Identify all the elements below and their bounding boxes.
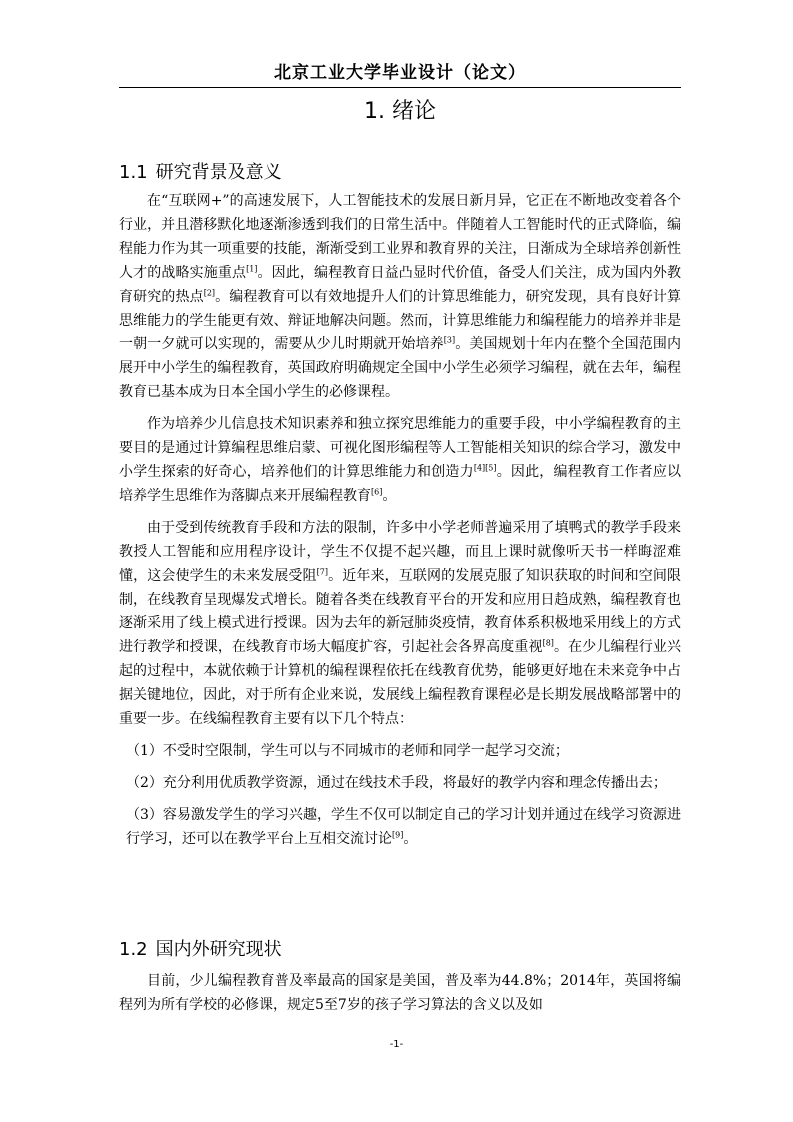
section-heading-1-2 bbox=[119, 935, 282, 961]
text-run: （3）容易激发学生的学习兴趣，学生不仅可以制定自己的学习计划并通过在线学习资源进行学习，还可以在教学平台上互相交流讨论 bbox=[126, 806, 681, 847]
citation: [6] bbox=[371, 487, 383, 497]
chapter-title: 1. 绪论 bbox=[364, 99, 436, 124]
text-run: 。近年来，互联网的发展克服了知识获取的时间和空间限制，在线教育呈现爆发式增长。随着各类在线教育平台的开发和应用日趋成熟，编程教育也逐渐采用了线上模式进行授课。因为去年的新冠肺炎疫情，教育体系积极地采用线上的方式进行教学和授课，在线教育市场大幅度扩容，引起社会各界高度重视 bbox=[119, 567, 681, 656]
section-heading-1-1 bbox=[119, 158, 282, 184]
citation: [8] bbox=[542, 638, 554, 648]
section-number: 1.2 bbox=[119, 939, 148, 960]
text-run: 。编程教育可以有效地提升人们的计算思维能力，研究发现，具有良好计算思维能力的学生能更有效、辩证地解决问题。然而，计算思维能力和编程能力的培养并非是一朝一夕就可以实现的，需要从少儿时期就开始培养 bbox=[119, 288, 682, 353]
list-item-3 bbox=[119, 804, 681, 852]
citation: [3] bbox=[443, 335, 456, 345]
citation: [7] bbox=[316, 566, 329, 576]
text-run: 。在少儿编程行业兴起的过程中，本就依赖于计算机的编程课程依托在线教育优势，能够更好地在未来竞争中占据关键地位，因此，对于所有企业来说，发展线上编程教育课程必是长期发展战略部署中的重要一步。在线编程教育主要有以下几个特点： bbox=[119, 639, 682, 728]
page-number: -1- bbox=[389, 1039, 404, 1050]
text-run: 。因此，编程教育工作者应以培养学生思维作为落脚点来开展编程教育 bbox=[119, 463, 682, 504]
citation: [1] bbox=[246, 264, 258, 274]
running-header: 北京工业大学毕业设计（论文） bbox=[274, 63, 526, 83]
header-rule bbox=[119, 87, 681, 88]
section-1-2-body bbox=[119, 970, 681, 1018]
text-run: 在“互联网+”的高速发展下，人工智能技术的发展日新月异，它正在不断地改变着各个行业，并且潜移默化地逐渐渗透到我们的日常生活中。伴随着人工智能时代的正式降临，编程能力作为其一项重要的技能，渐渐受到工业界和教育界的关注，日渐成为全球培养创新性人才的战略实施重点 bbox=[119, 193, 681, 281]
text-run: 作为培养少儿信息技术知识素养和独立探究思维能力的重要手段，中小学编程教育的主要目的是通过计算编程思维启蒙、可视化图形编程等人工智能相关知识的综合学习，激发中小学生探索的好奇心，培养他们的计算思维能力和创造力 bbox=[119, 416, 681, 480]
section-title: 国内外研究现状 bbox=[155, 939, 282, 960]
text-run: 。 bbox=[403, 830, 418, 847]
citation: [2] bbox=[203, 287, 216, 297]
list-item-2: （2）充分利用优质教学资源，通过在线技术手段，将最好的教学内容和理念传播出去； bbox=[126, 774, 667, 791]
text-run: 。 bbox=[382, 487, 397, 504]
list-item-1: （1）不受时空限制，学生可以与不同城市的老师和同学一起学习交流； bbox=[126, 742, 569, 759]
paragraph-3 bbox=[119, 517, 681, 732]
paragraph-2 bbox=[119, 413, 681, 509]
section-number: 1.1 bbox=[119, 162, 148, 183]
paragraph-4: 目前，少儿编程教育普及率最高的国家是美国，普及率为44.8%；2014年，英国将编程列为所有学校的必修课，规定5至7岁的孩子学习算法的含义以及如 bbox=[119, 973, 681, 1013]
paragraph-1 bbox=[119, 190, 681, 405]
text-run: 由于受到传统教育手段和方法的限制，许多中小学老师普遍采用了填鸭式的教学手段来教授人工智能和应用程序设计，学生不仅提不起兴趣，而且上课时就像听天书一样晦涩难懂，这会使学生的未来发展受阻 bbox=[119, 519, 681, 584]
section-title: 研究背景及意义 bbox=[155, 162, 282, 183]
citation: [4][5] bbox=[473, 463, 497, 473]
text-run: 。美国规划十年内在整个全国范围内展开中小学生的编程教育，英国政府明确规定全国中小学生必须学习编程，就在去年，编程教育已基本成为日本全国小学生的必修课程。 bbox=[119, 336, 682, 401]
citation: [9] bbox=[392, 830, 404, 839]
section-1-1-body bbox=[119, 190, 681, 852]
text-run: 。因此，编程教育日益凸显时代价值，备受人们关注，成为国内外教育研究的热点 bbox=[119, 264, 682, 305]
